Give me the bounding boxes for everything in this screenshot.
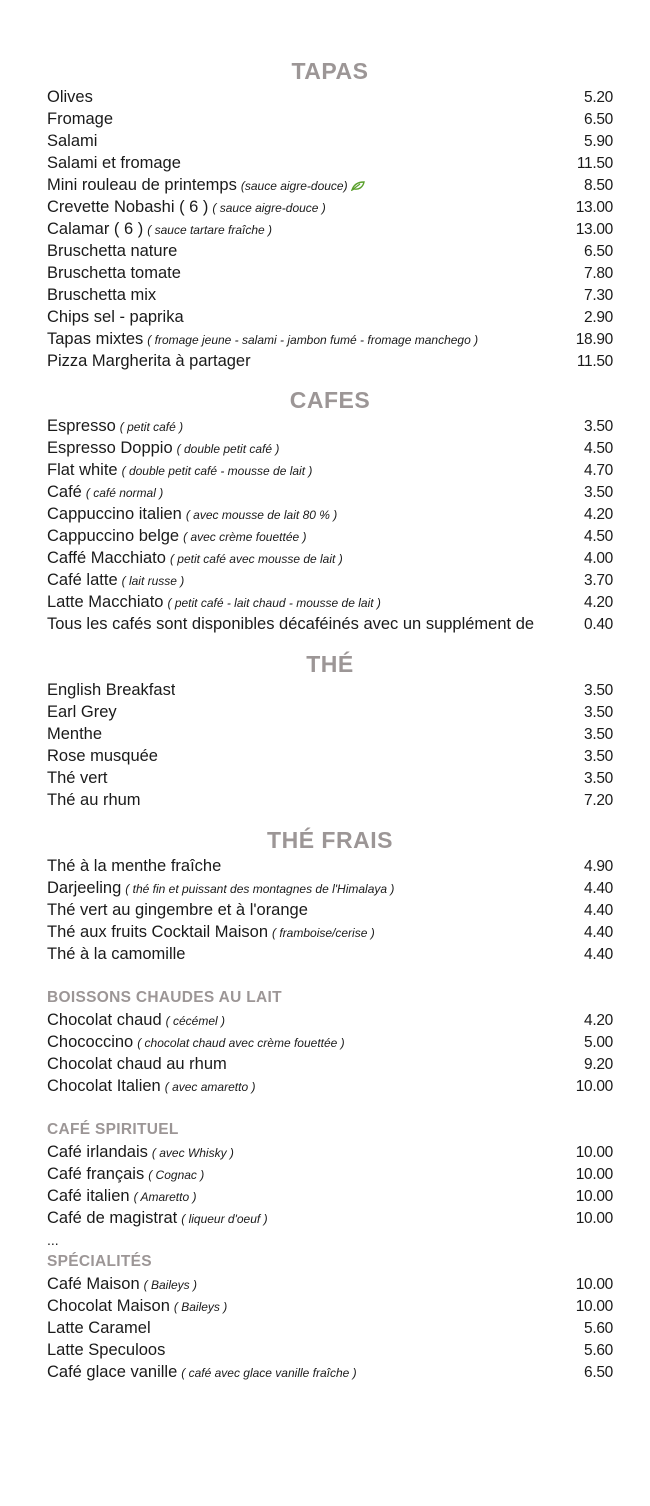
menu-item-name: Chocolat chaud — [47, 1011, 162, 1029]
menu-item-price: 3.50 — [584, 726, 613, 743]
menu-item-price: 3.50 — [584, 748, 613, 765]
menu-item-name-wrap — [47, 767, 108, 789]
ellipsis: ... — [47, 1232, 59, 1248]
menu-item-price: 4.40 — [584, 924, 613, 941]
menu-item-note: ( sauce tartare fraîche ) — [147, 223, 272, 237]
menu-item-price: 11.50 — [576, 353, 613, 370]
menu-item-note: ( lait russe ) — [121, 574, 185, 588]
menu-item-name: Fromage — [47, 110, 114, 128]
menu-page — [47, 56, 613, 1383]
menu-item — [47, 328, 613, 350]
menu-item-name: Thé à la menthe fraîche — [47, 857, 222, 875]
menu-item-name-wrap — [47, 1141, 234, 1164]
menu-item-name-wrap — [47, 701, 117, 723]
menu-item-name: Café latte — [47, 571, 118, 589]
menu-item — [47, 1163, 613, 1185]
menu-item-name: Espresso — [47, 417, 116, 435]
menu-item-name: Café de magistrat — [47, 1209, 178, 1227]
menu-item-name: Olives — [47, 88, 93, 106]
menu-item-price: 9.20 — [584, 1056, 613, 1073]
boissons-list — [47, 1009, 613, 1097]
boissons-title: BOISSONS CHAUDES AU LAIT — [47, 989, 282, 1006]
menu-item-price: 4.40 — [584, 902, 613, 919]
menu-item-name: Earl Grey — [47, 703, 117, 721]
menu-item-name: Thé aux fruits Cocktail Maison — [47, 923, 269, 941]
menu-item-name-wrap — [47, 921, 375, 944]
menu-item-name: Thé vert — [47, 769, 108, 787]
menu-item-price: 5.90 — [584, 133, 613, 150]
menu-item — [47, 130, 613, 152]
menu-item — [47, 262, 613, 284]
menu-item-note: ( avec amaretto ) — [164, 1080, 256, 1094]
menu-item-name: Latte Caramel — [47, 1319, 151, 1337]
menu-item — [47, 437, 613, 459]
menu-item-price: 3.70 — [584, 572, 613, 589]
menu-item-price: 11.50 — [576, 155, 613, 172]
menu-item-name-wrap — [47, 306, 184, 328]
menu-item — [47, 503, 613, 525]
menu-item-name: Espresso Doppio — [47, 439, 173, 457]
menu-item-name-wrap — [47, 1185, 196, 1208]
menu-item-name: Latte Macchiato — [47, 593, 164, 611]
menu-item-name: Calamar ( 6 ) — [47, 220, 144, 238]
vegetarian-leaf-icon — [351, 175, 365, 185]
menu-item-name: Tous les cafés sont disponibles décaféinés avec un supplément de — [47, 615, 535, 633]
menu-item-name: Mini rouleau de printemps — [47, 176, 237, 194]
menu-item-name-wrap — [47, 284, 156, 306]
menu-item-name-wrap — [47, 1163, 204, 1186]
menu-item-price: 3.50 — [584, 484, 613, 501]
menu-item-name-wrap — [47, 415, 183, 438]
menu-item-price: 4.40 — [584, 946, 613, 963]
menu-item-price: 3.50 — [584, 704, 613, 721]
the-list — [47, 679, 613, 811]
menu-item-note: ( Baileys ) — [143, 1278, 197, 1292]
menu-item-name: Menthe — [47, 725, 103, 743]
menu-item-name: Café glace vanille — [47, 1363, 178, 1381]
menu-item-note: ( double petit café - mousse de lait ) — [121, 464, 313, 478]
menu-item — [47, 877, 613, 899]
menu-item-name: Rose musquée — [47, 747, 158, 765]
menu-item-name-wrap — [47, 1053, 227, 1075]
menu-item-name: Café français — [47, 1165, 145, 1183]
menu-item — [47, 1053, 613, 1075]
menu-item-name-wrap — [47, 437, 279, 460]
menu-item-name-wrap — [47, 262, 181, 284]
menu-item-name-wrap — [47, 174, 365, 197]
menu-item — [47, 86, 613, 108]
menu-item-note: ( petit café avec mousse de lait ) — [169, 552, 343, 566]
menu-item-name: Flat white — [47, 461, 118, 479]
menu-item — [47, 767, 613, 789]
spirituel-list — [47, 1141, 613, 1229]
tapas-title: TAPAS — [291, 58, 369, 84]
menu-item-price: 10.00 — [575, 1144, 613, 1161]
menu-item-note: ( sauce aigre-douce ) — [212, 201, 326, 215]
menu-item-price: 3.50 — [584, 682, 613, 699]
menu-item-name-wrap — [47, 1273, 197, 1296]
menu-item-name: Cappuccino belge — [47, 527, 180, 545]
menu-item-note: ( avec mousse de lait 80 % ) — [185, 508, 338, 522]
menu-item-price: 4.20 — [584, 506, 613, 523]
specialites-list — [47, 1273, 613, 1383]
menu-item — [47, 701, 613, 723]
menu-item — [47, 745, 613, 767]
menu-item-name: Pizza Margherita à partager — [47, 352, 251, 370]
the-frais-title: THÉ FRAIS — [267, 827, 393, 853]
menu-item — [47, 1009, 613, 1031]
menu-item-name-wrap — [47, 240, 177, 262]
menu-item-name-wrap — [47, 1031, 345, 1054]
menu-item-price: 5.20 — [584, 89, 613, 106]
menu-item-name-wrap — [47, 459, 312, 482]
menu-item-name-wrap — [47, 525, 307, 548]
menu-item-price: 7.80 — [584, 265, 613, 282]
menu-item-note: ( café normal ) — [85, 486, 164, 500]
menu-item-price: 3.50 — [584, 418, 613, 435]
menu-item-price: 6.50 — [584, 111, 613, 128]
menu-item-price: 4.50 — [584, 440, 613, 457]
menu-item-name-wrap — [47, 591, 381, 614]
menu-item — [47, 196, 613, 218]
menu-item-price: 4.40 — [584, 880, 613, 897]
menu-item — [47, 943, 613, 965]
menu-item-note: ( Amaretto ) — [133, 1190, 197, 1204]
menu-item-note: ( petit café - lait chaud - mousse de lait ) — [167, 596, 381, 610]
menu-item-price: 10.00 — [575, 1078, 613, 1095]
menu-item — [47, 481, 613, 503]
menu-item-name-wrap — [47, 86, 93, 108]
menu-item-price: 13.00 — [575, 221, 613, 238]
menu-item-name: Thé au rhum — [47, 791, 141, 809]
menu-item — [47, 547, 613, 569]
menu-item-price: 6.50 — [584, 1364, 613, 1381]
menu-item-name: Bruschetta mix — [47, 286, 157, 304]
menu-item — [47, 1185, 613, 1207]
menu-item-name-wrap — [47, 789, 141, 811]
menu-item-name: Thé à la camomille — [47, 945, 186, 963]
menu-item-note: ( framboise/cerise ) — [272, 926, 375, 940]
menu-item — [47, 921, 613, 943]
menu-item-name: Caffé Macchiato — [47, 549, 166, 567]
menu-item-name: English Breakfast — [47, 681, 176, 699]
menu-item — [47, 1075, 613, 1097]
menu-item-name: Bruschetta nature — [47, 242, 178, 260]
menu-item-name: Chococcino — [47, 1033, 134, 1051]
menu-item-price: 13.00 — [575, 199, 613, 216]
the-title: THÉ — [306, 651, 354, 677]
menu-item-name-wrap — [47, 745, 158, 767]
menu-item-name: Chocolat chaud au rhum — [47, 1055, 227, 1073]
menu-item-price: 5.60 — [584, 1320, 613, 1337]
menu-item-name-wrap — [47, 679, 175, 701]
menu-item-price: 0.40 — [584, 616, 613, 633]
menu-item-name: Café italien — [47, 1187, 130, 1205]
menu-item-note: ( cécémel ) — [165, 1014, 226, 1028]
menu-item — [47, 855, 613, 877]
menu-item-price: 3.50 — [584, 770, 613, 787]
cafes-title: CAFES — [289, 387, 371, 413]
menu-item-name-wrap — [47, 943, 185, 965]
menu-item-name: Cappuccino italien — [47, 505, 182, 523]
menu-item — [47, 1317, 613, 1339]
tapas-list — [47, 86, 613, 372]
menu-item-note: ( liqueur d'oeuf ) — [181, 1212, 268, 1226]
menu-item-name-wrap — [47, 328, 478, 351]
menu-item-price: 10.00 — [575, 1298, 613, 1315]
menu-item-name-wrap — [47, 130, 97, 152]
menu-item-price: 4.70 — [584, 462, 613, 479]
menu-item — [47, 569, 613, 591]
menu-item-name-wrap — [47, 152, 181, 174]
menu-item-name: Crevette Nobashi ( 6 ) — [47, 198, 209, 216]
menu-item-name-wrap — [47, 569, 184, 592]
the-frais-list — [47, 855, 613, 965]
menu-item-note: ( chocolat chaud avec crème fouettée ) — [137, 1036, 345, 1050]
menu-item-price: 5.00 — [584, 1034, 613, 1051]
menu-item-name: Café — [47, 483, 82, 501]
menu-item — [47, 525, 613, 547]
menu-item — [47, 218, 613, 240]
menu-item — [47, 723, 613, 745]
menu-item — [47, 613, 613, 635]
menu-item-note: ( Cognac ) — [148, 1168, 205, 1182]
menu-item — [47, 591, 613, 613]
menu-item — [47, 284, 613, 306]
menu-item-name-wrap — [47, 481, 163, 504]
menu-item-note: ( petit café ) — [119, 420, 184, 434]
menu-item — [47, 108, 613, 130]
menu-item — [47, 789, 613, 811]
menu-item — [47, 899, 613, 921]
menu-item-name-wrap — [47, 855, 221, 877]
menu-item-price: 4.90 — [584, 858, 613, 875]
menu-item-note: ( avec crème fouettée ) — [183, 530, 307, 544]
menu-item-name-wrap — [47, 350, 251, 372]
menu-item-price: 8.50 — [584, 177, 613, 194]
menu-item-price: 2.90 — [584, 309, 613, 326]
menu-item-name-wrap — [47, 503, 337, 526]
menu-item-price: 10.00 — [575, 1276, 613, 1293]
menu-item-name-wrap — [47, 1075, 255, 1098]
menu-item-name: Café irlandais — [47, 1143, 148, 1161]
menu-item — [47, 1273, 613, 1295]
menu-item-name: Chocolat Maison — [47, 1297, 170, 1315]
menu-item — [47, 240, 613, 262]
menu-item-name: Salami — [47, 132, 98, 150]
menu-item-price: 4.20 — [584, 594, 613, 611]
menu-item-price: 10.00 — [575, 1210, 613, 1227]
menu-item — [47, 152, 613, 174]
menu-item-name: Tapas mixtes — [47, 330, 144, 348]
menu-item-name: Thé vert au gingembre et à l'orange — [47, 901, 308, 919]
menu-item — [47, 459, 613, 481]
menu-item-name-wrap — [47, 1339, 165, 1361]
menu-item-name: Darjeeling — [47, 879, 122, 897]
menu-item-name: Bruschetta tomate — [47, 264, 181, 282]
menu-item-price: 4.00 — [584, 550, 613, 567]
menu-item-name-wrap — [47, 108, 113, 130]
menu-item-price: 5.60 — [584, 1342, 613, 1359]
menu-item — [47, 306, 613, 328]
menu-item-name: Café Maison — [47, 1275, 140, 1293]
menu-item-note: ( fromage jeune - salami - jambon fumé - fromage manchego ) — [147, 333, 479, 347]
menu-item-price: 4.50 — [584, 528, 613, 545]
menu-item-note: ( avec Whisky ) — [151, 1146, 234, 1160]
menu-item — [47, 1361, 613, 1383]
cafes-list — [47, 415, 613, 635]
menu-item — [47, 415, 613, 437]
menu-item-name-wrap — [47, 613, 534, 635]
menu-item — [47, 1295, 613, 1317]
menu-item — [47, 350, 613, 372]
menu-item-name-wrap — [47, 218, 272, 241]
menu-item-name-wrap — [47, 1009, 225, 1032]
menu-item-name-wrap — [47, 1317, 151, 1339]
menu-item-price: 10.00 — [575, 1166, 613, 1183]
menu-item-price: 4.20 — [584, 1012, 613, 1029]
menu-item-note: ( thé fin et puissant des montagnes de l'Himalaya ) — [125, 882, 395, 896]
menu-item-price: 7.20 — [584, 792, 613, 809]
menu-item — [47, 174, 613, 196]
menu-item-name-wrap — [47, 723, 102, 745]
menu-item-name-wrap — [47, 877, 394, 900]
menu-item-name: Latte Speculoos — [47, 1341, 166, 1359]
menu-item-name-wrap — [47, 1207, 268, 1230]
menu-item — [47, 1207, 613, 1229]
menu-item-price: 18.90 — [575, 331, 613, 348]
menu-item-price: 7.30 — [584, 287, 613, 304]
menu-item — [47, 1031, 613, 1053]
menu-item-name: Chocolat Italien — [47, 1077, 161, 1095]
menu-item-note: ( Baileys ) — [173, 1300, 228, 1314]
menu-item — [47, 679, 613, 701]
menu-item-name: Chips sel - paprika — [47, 308, 184, 326]
menu-item-price: 6.50 — [584, 243, 613, 260]
menu-item-note: (sauce aigre-douce) — [240, 179, 348, 193]
menu-item — [47, 1339, 613, 1361]
spirituel-title: CAFÉ SPIRITUEL — [47, 1121, 179, 1138]
menu-item-note: ( double petit café ) — [176, 442, 280, 456]
menu-item-name-wrap — [47, 1361, 357, 1384]
specialites-title: SPÉCIALITÉS — [47, 1253, 152, 1270]
menu-item-price: 10.00 — [575, 1188, 613, 1205]
menu-item-name-wrap — [47, 196, 326, 219]
menu-item — [47, 1141, 613, 1163]
menu-item-name-wrap — [47, 899, 308, 921]
menu-item-note: ( café avec glace vanille fraîche ) — [181, 1366, 357, 1380]
menu-item-name: Salami et fromage — [47, 154, 181, 172]
menu-item-name-wrap — [47, 547, 343, 570]
menu-item-name-wrap — [47, 1295, 227, 1318]
